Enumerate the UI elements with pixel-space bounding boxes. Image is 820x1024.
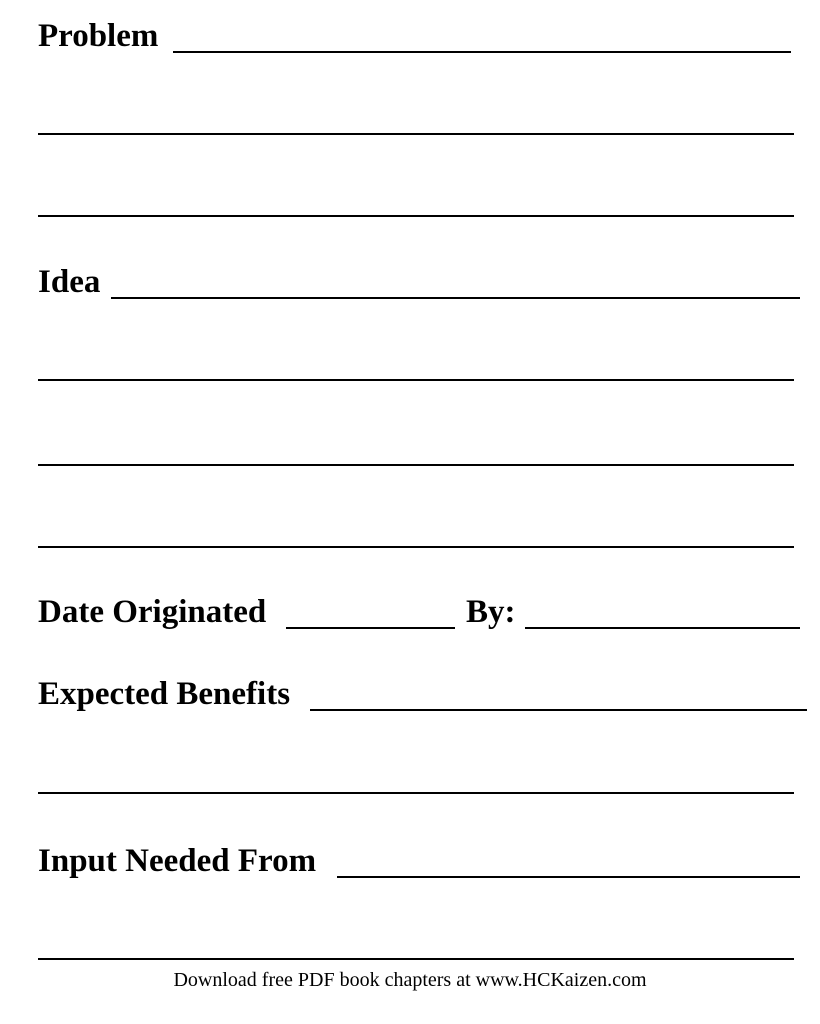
date-originated-label: Date Originated xyxy=(38,594,267,630)
problem-label: Problem xyxy=(38,18,159,54)
idea-line-2 xyxy=(38,379,794,381)
idea-line-4 xyxy=(38,546,794,548)
footer-note: Download free PDF book chapters at www.HCKaizen.com xyxy=(173,969,647,991)
expected-benefits-line-1 xyxy=(310,709,807,711)
problem-line-1 xyxy=(173,51,791,53)
date-originated-line xyxy=(286,627,455,629)
problem-line-2 xyxy=(38,133,794,135)
problem-line-3 xyxy=(38,215,794,217)
expected-benefits-line-2 xyxy=(38,792,794,794)
idea-label: Idea xyxy=(38,264,101,300)
idea-line-3 xyxy=(38,464,794,466)
input-needed-from-line-1 xyxy=(337,876,800,878)
input-needed-from-line-2 xyxy=(38,958,794,960)
idea-line-1 xyxy=(111,297,800,299)
expected-benefits-label: Expected Benefits xyxy=(38,676,291,712)
input-needed-from-label: Input Needed From xyxy=(38,843,317,879)
by-label: By: xyxy=(466,594,516,630)
by-line xyxy=(525,627,800,629)
